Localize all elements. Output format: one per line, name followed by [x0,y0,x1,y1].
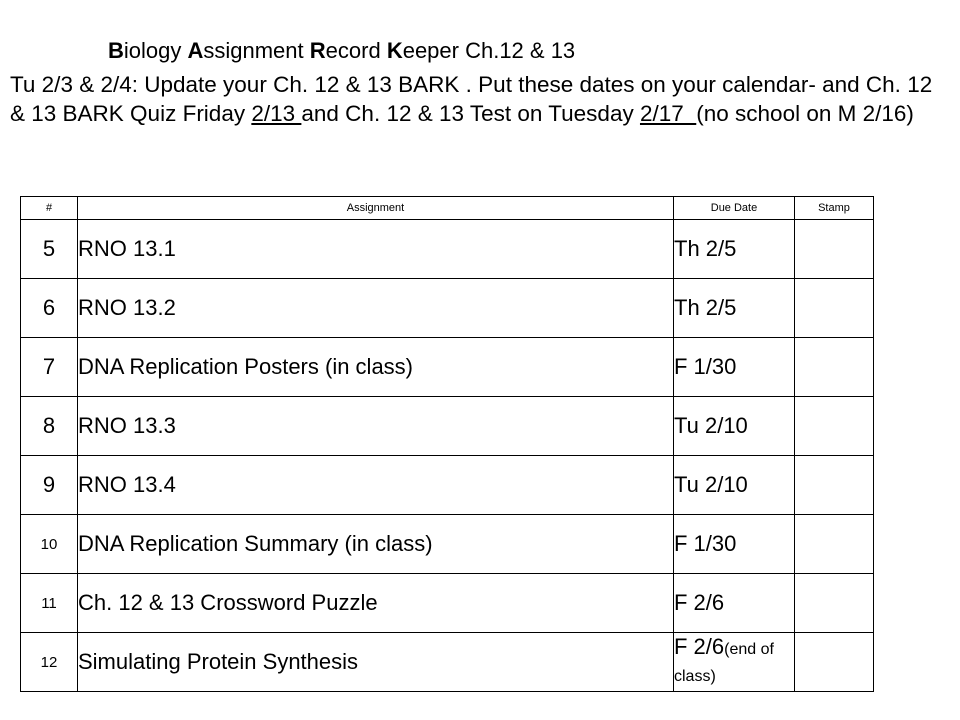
assignment-number: 8 [21,397,78,456]
assignment-name: DNA Replication Summary (in class) [78,515,674,574]
assignment-name: Simulating Protein Synthesis [78,633,674,692]
column-header-stamp: Stamp [795,197,874,220]
due-date-cell [674,456,795,515]
stamp-cell [795,338,874,397]
due-date-cell [674,574,795,633]
assignment-number: 11 [21,574,78,633]
due-date: Th 2/5 [674,295,737,320]
table-row [21,279,874,338]
title-initial: K [386,38,403,63]
due-date-cell [674,515,795,574]
stamp-cell [795,515,874,574]
instructions-text: Tu 2/3 & 2/4: Update your Ch. 12 & 13 BARK . Put these dates on your calendar- and Ch. 12 & 13 BARK Quiz Friday [10,72,933,126]
due-date: Th 2/5 [674,236,737,261]
stamp-cell [795,456,874,515]
due-date-cell [674,397,795,456]
table-row [21,397,874,456]
table-row [21,515,874,574]
due-date: F 1/30 [674,531,737,556]
due-date: Tu 2/10 [674,413,748,438]
due-date: F 1/30 [674,354,737,379]
instructions-paragraph [10,70,940,128]
column-header-due-date: Due Date [674,197,795,220]
table-header-row [21,197,874,220]
column-header-assignment: Assignment [78,197,674,220]
due-date: F 2/6 [674,590,725,615]
table-row [21,220,874,279]
assignment-table [20,196,874,692]
due-date-cell [674,338,795,397]
stamp-cell [795,397,874,456]
title-word: ssignment [203,38,310,63]
title-word: iology [123,38,188,63]
assignment-name: RNO 13.1 [78,220,674,279]
stamp-cell [795,279,874,338]
assignment-name: RNO 13.3 [78,397,674,456]
stamp-cell [795,574,874,633]
table-row [21,456,874,515]
title-word: ecord [325,38,387,63]
stamp-cell [795,633,874,692]
table-row [21,633,874,692]
instructions-text: and Ch. 12 & 13 Test on Tuesday [301,101,640,126]
due-date-cell [674,633,795,692]
due-note: (end of class) [674,641,774,685]
due-date-cell [674,220,795,279]
assignment-number: 6 [21,279,78,338]
assignment-number: 5 [21,220,78,279]
quiz-date: 2/13 [251,101,302,126]
table-row [21,574,874,633]
assignment-number: 12 [21,633,78,692]
assignment-name: DNA Replication Posters (in class) [78,338,674,397]
assignment-number: 9 [21,456,78,515]
column-header-number: # [21,197,78,220]
assignment-name: Ch. 12 & 13 Crossword Puzzle [78,574,674,633]
title-initial: B [108,38,124,63]
stamp-cell [795,220,874,279]
instructions-text: (no school on M 2/16) [696,101,914,126]
page-title [108,38,575,64]
assignment-number: 10 [21,515,78,574]
due-date: Tu 2/10 [674,472,748,497]
title-word: eeper Ch.12 & 13 [402,38,576,63]
title-initial: A [187,38,204,63]
table-row [21,338,874,397]
due-date: F 2/6 [674,634,725,659]
assignment-name: RNO 13.2 [78,279,674,338]
assignment-number: 7 [21,338,78,397]
title-initial: R [309,38,326,63]
due-date-cell [674,279,795,338]
test-date: 2/17 [639,101,697,126]
assignment-name: RNO 13.4 [78,456,674,515]
